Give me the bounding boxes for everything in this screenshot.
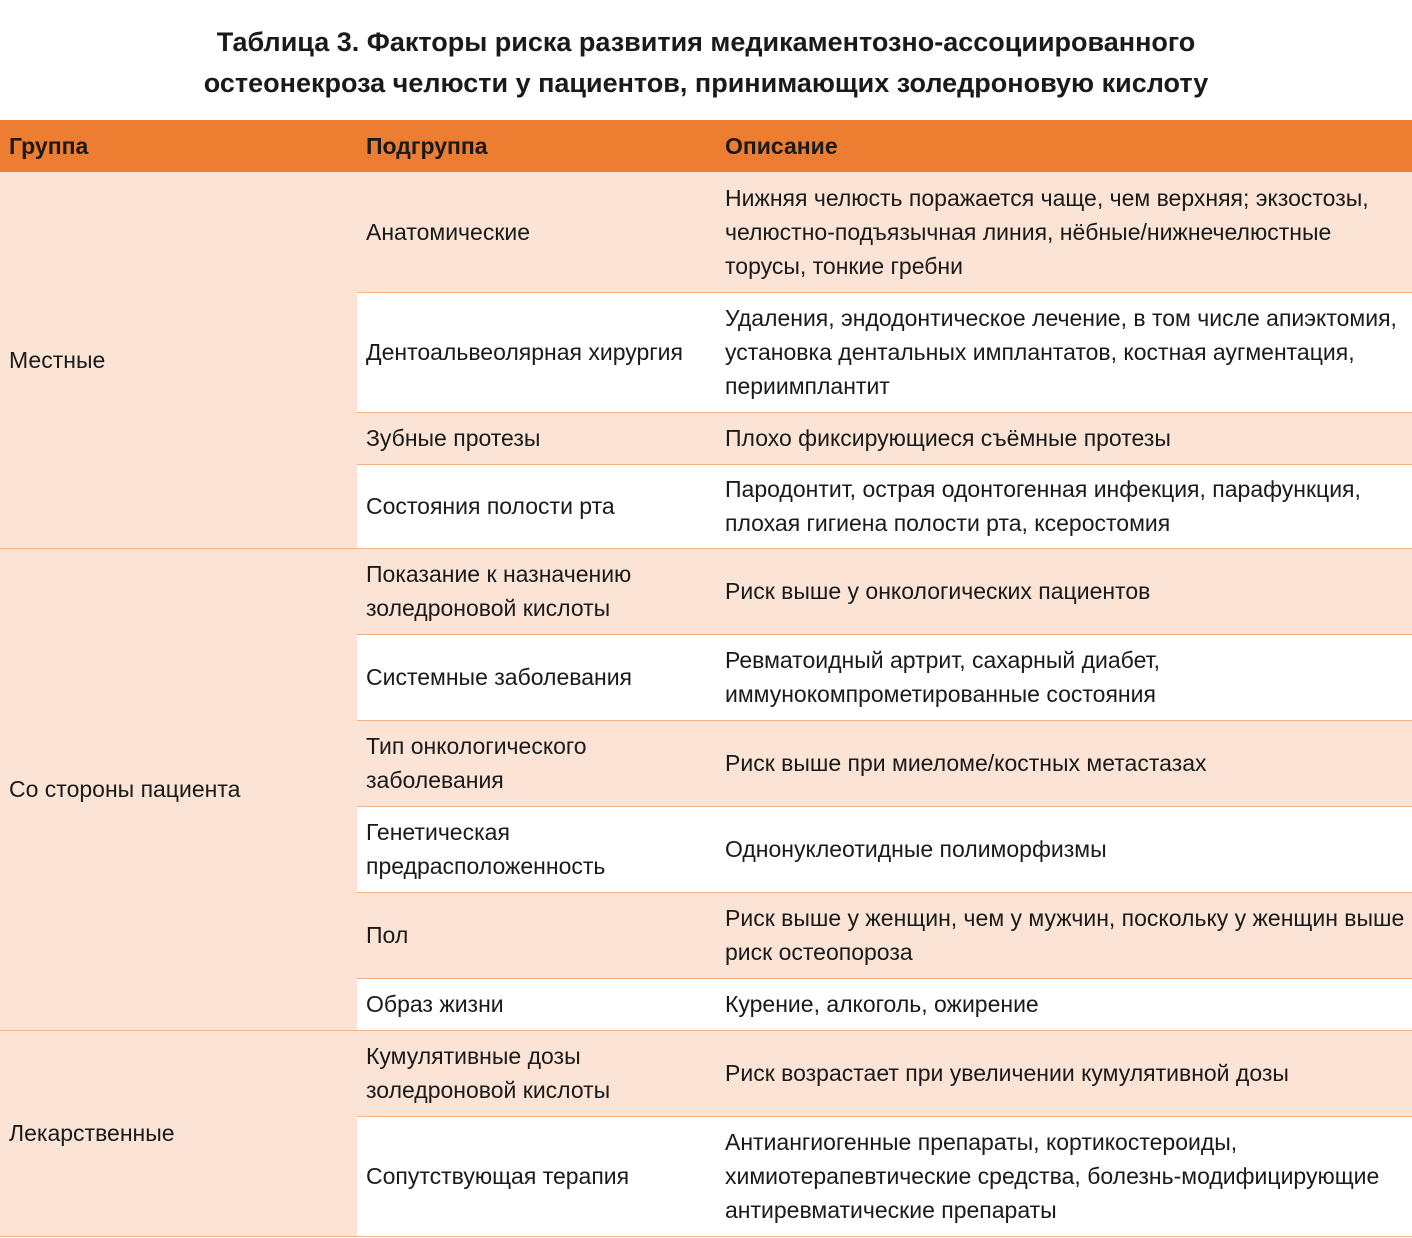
- table-row: [0, 172, 1412, 292]
- description-cell: Антиангиогенные препараты, кортикостероиды, химиотерапевтические средства, болезнь-модифицирующие антиревматические препараты: [716, 1116, 1412, 1236]
- description-cell: Ревматоидный артрит, сахарный диабет, иммунокомпрометированные состояния: [716, 634, 1412, 720]
- description-cell: Однонуклеотидные полиморфизмы: [716, 806, 1412, 892]
- header-subgroup: Подгруппа: [357, 120, 716, 172]
- description-cell: Удаления, эндодонтическое лечение, в том числе апиэктомия, установка дентальных имплантатов, костная аугментация, периимплантит: [716, 292, 1412, 412]
- description-cell: Курение, алкоголь, ожирение: [716, 978, 1412, 1030]
- table-header: [0, 120, 1412, 172]
- header-row: [0, 120, 1412, 172]
- subgroup-cell: Образ жизни: [357, 978, 716, 1030]
- table-title-line-2: остеонекроза челюсти у пациентов, принимающих золедроновую кислоту: [203, 68, 1209, 98]
- subgroup-cell: Тип онкологического заболевания: [357, 720, 716, 806]
- table-title: [0, 22, 1412, 104]
- subgroup-cell: Сопутствующая терапия: [357, 1116, 716, 1236]
- header-description: Описание: [716, 120, 1412, 172]
- group-cell-patient: Со стороны пациента: [0, 548, 357, 1030]
- description-cell: Плохо фиксирующиеся съёмные протезы: [716, 412, 1412, 464]
- subgroup-cell: Кумулятивные дозы золедроновой кислоты: [357, 1030, 716, 1116]
- description-cell: Пародонтит, острая одонтогенная инфекция, парафункция, плохая гигиена полости рта, ксеростомия: [716, 464, 1412, 548]
- description-cell: Риск выше у онкологических пациентов: [716, 548, 1412, 634]
- subgroup-cell: Дентоальвеолярная хирургия: [357, 292, 716, 412]
- table-body: [0, 172, 1412, 1236]
- subgroup-cell: Анатомические: [357, 172, 716, 292]
- subgroup-cell: Генетическая предрасположенность: [357, 806, 716, 892]
- description-cell: Риск выше у женщин, чем у мужчин, поскольку у женщин выше риск остеопороза: [716, 892, 1412, 978]
- subgroup-cell: Зубные протезы: [357, 412, 716, 464]
- group-cell-drug: Лекарственные: [0, 1030, 357, 1236]
- description-cell: Риск выше при миеломе/костных метастазах: [716, 720, 1412, 806]
- header-group: Группа: [0, 120, 357, 172]
- table-title-line-1: Таблица 3. Факторы риска развития медикаментозно-ассоциированного: [216, 27, 1196, 57]
- subgroup-cell: Пол: [357, 892, 716, 978]
- group-cell-local: Местные: [0, 172, 357, 548]
- description-cell: Риск возрастает при увеличении кумулятивной дозы: [716, 1030, 1412, 1116]
- table-row: [0, 548, 1412, 634]
- description-cell: Нижняя челюсть поражается чаще, чем верхняя; экзостозы, челюстно-подъязычная линия, нёбные/нижнечелюстные торусы, тонкие гребни: [716, 172, 1412, 292]
- table-row: [0, 1030, 1412, 1116]
- subgroup-cell: Системные заболевания: [357, 634, 716, 720]
- risk-factors-table: [0, 120, 1412, 1237]
- subgroup-cell: Состояния полости рта: [357, 464, 716, 548]
- subgroup-cell: Показание к назначению золедроновой кислоты: [357, 548, 716, 634]
